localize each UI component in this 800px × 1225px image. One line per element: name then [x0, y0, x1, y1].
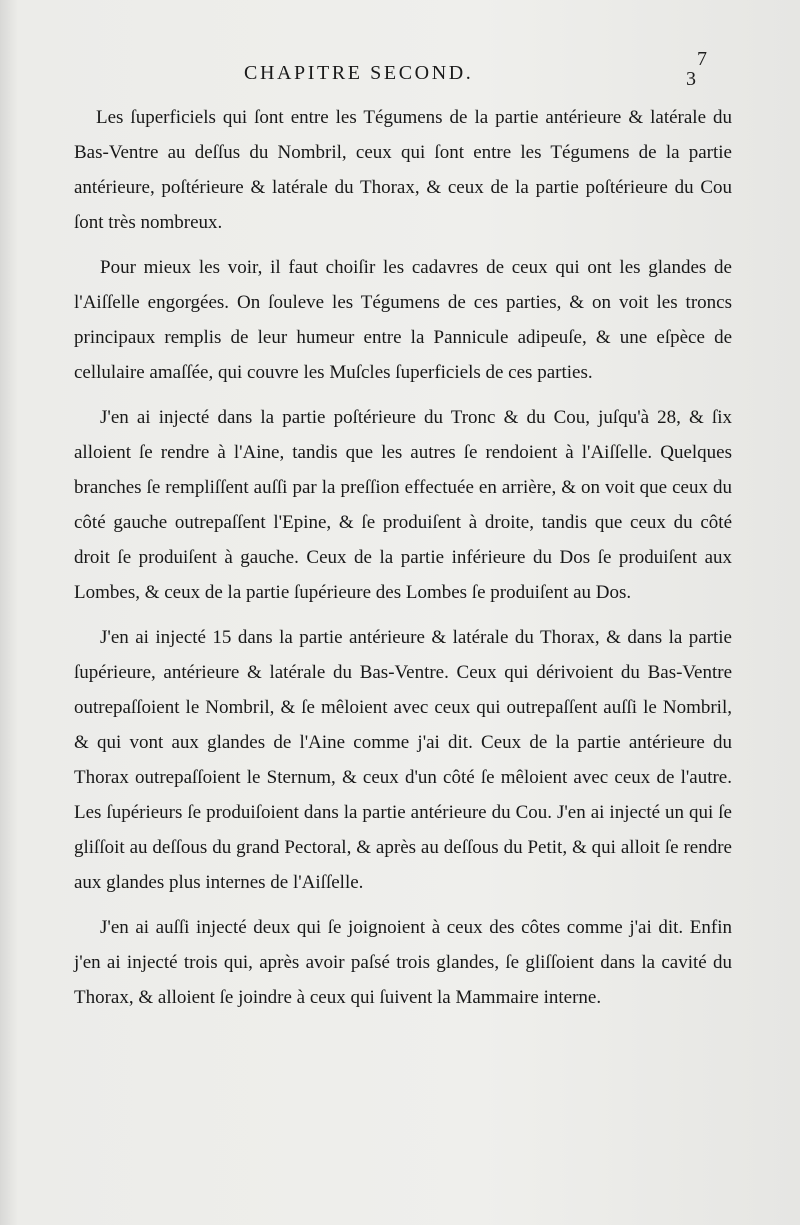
paragraph-2: Pour mieux les voir, il faut choiſir les cadavres de ceux qui ont les glandes de l'Aiſſelle engorgées. On ſouleve les Tégumens de ces parties, & on voit les troncs principaux remplis de leur humeur entre la Pannicule adipeuſe, & une eſpèce de cellulaire amaſſée, qui couvre les Muſcles ſuperficiels de ces parties.: [74, 257, 732, 383]
paragraph-3: J'en ai injecté dans la partie poſtérieure du Tronc & du Cou, juſqu'à 28, & ſix alloient ſe rendre à l'Aine, tandis que les autres ſe rendoient à l'Aiſſelle. Quelques branches ſe rempliſſent auſſi par la preſſion effectuée en arrière, & on voit que ceux du côté gauche outrepaſſent l'Epine, & ſe produiſent à droite, tandis que ceux du côté droit ſe produiſent à gauche. Ceux de la partie inférieure du Dos ſe produiſent aux Lombes, & ceux de la partie ſupérieure des Lombes ſe produiſent au Dos.: [74, 407, 732, 603]
body-text: [74, 100, 732, 1015]
paragraph-5: J'en ai auſſi injecté deux qui ſe joignoient à ceux des côtes comme j'ai dit. Enfin j'en ai injecté trois qui, après avoir paſsé trois glandes, ſe gliſſoient dans la cavité du Thorax, & alloient ſe joindre à ceux qui ſuivent la Mammaire interne.: [74, 917, 732, 1008]
page-number: 7: [697, 48, 707, 70]
paragraph-1: Les ſuperficiels qui ſont entre les Tégumens de la partie antérieure & latérale du Bas-Ventre au deſſus du Nombril, ceux qui ſont entre les Tégumens de la partie antérieure, poſtérieure & latérale du Thorax, & ceux de la partie poſtérieure du Cou ſont très nombreux.: [74, 107, 732, 233]
chapter-title: CHAPITRE SECOND.: [244, 62, 474, 84]
paragraph-4: J'en ai injecté 15 dans la partie antérieure & latérale du Thorax, & dans la partie ſupérieure, antérieure & latérale du Bas-Ventre. Ceux qui dérivoient du Bas-Ventre outrepaſſoient le Nombril, & ſe mêloient avec ceux qui outrepaſſent auſſi le Nombril, & qui vont aux glandes de l'Aine comme j'ai dit. Ceux de la partie antérieure du Thorax outrepaſſoient le Sternum, & ceux d'un côté ſe mêloient avec ceux de l'autre. Les ſupérieurs ſe produiſoient dans la partie antérieure du Cou. J'en ai injecté un qui ſe gliſſoit au deſſous du grand Pectoral, & après au deſſous du Petit, & qui alloit ſe rendre aux glandes plus internes de l'Aiſſelle.: [74, 627, 732, 893]
signature-mark: 3: [686, 68, 696, 90]
